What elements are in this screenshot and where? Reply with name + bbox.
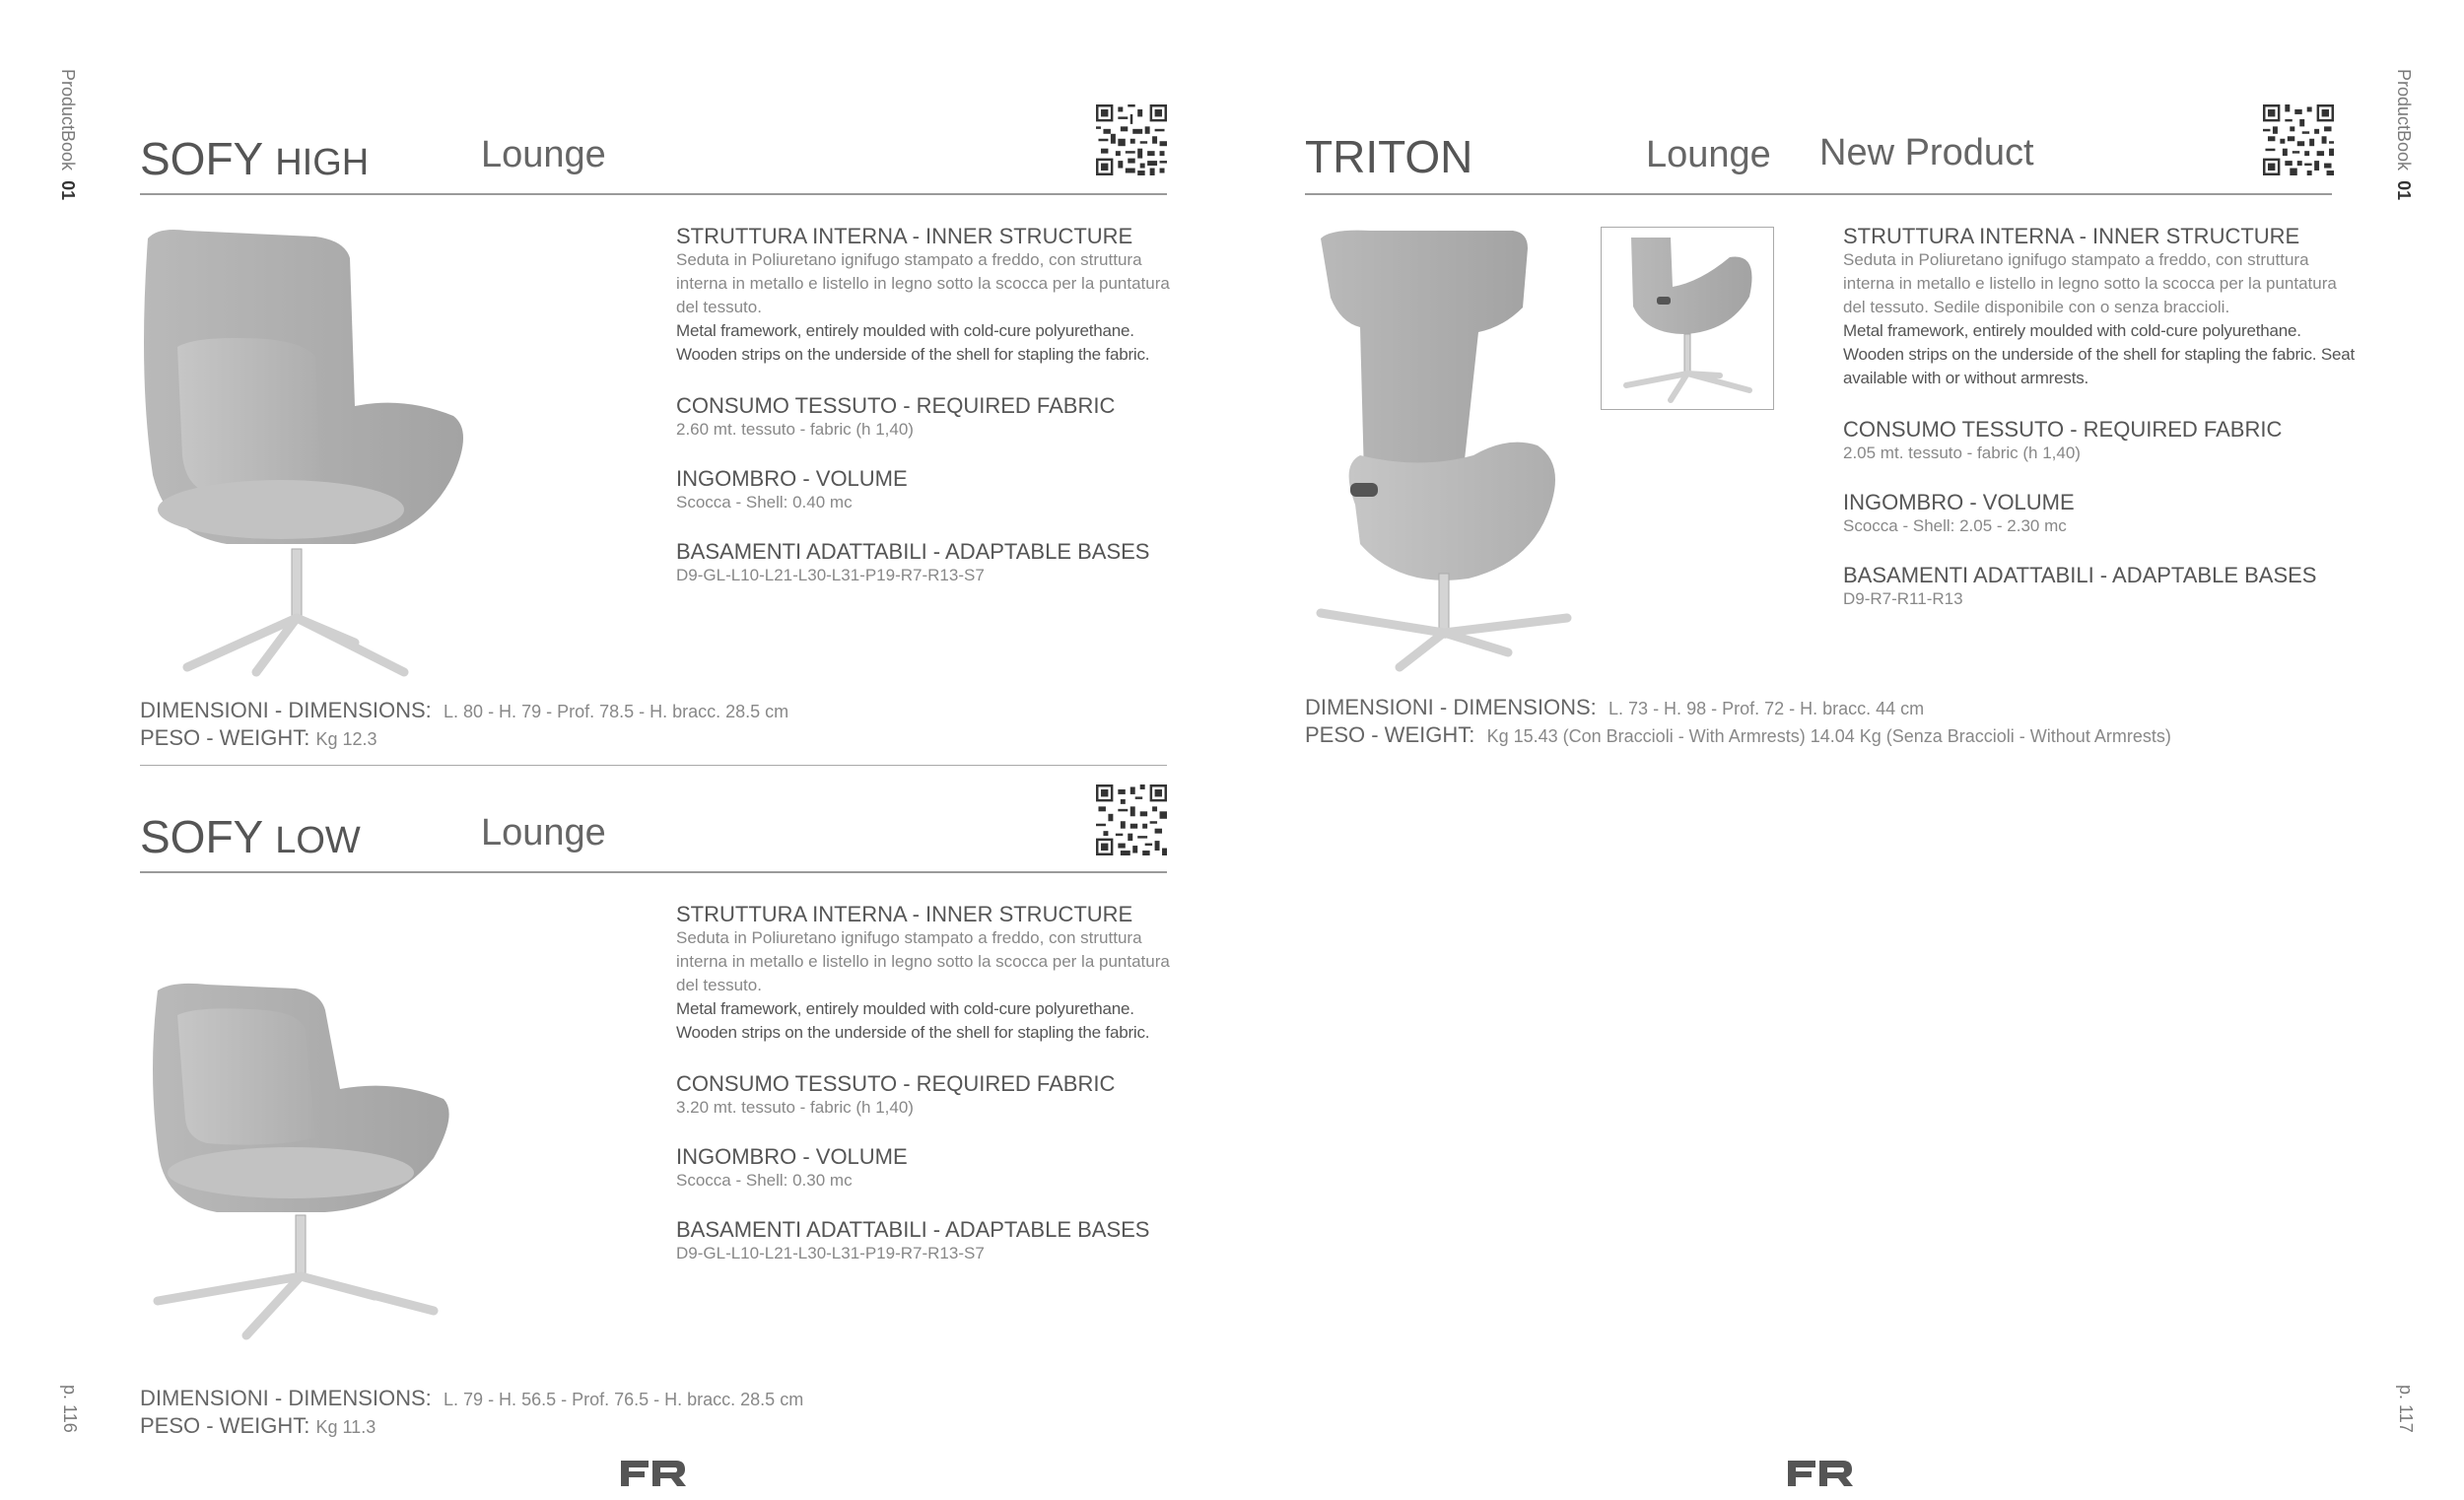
weight-sofy-high: [140, 724, 377, 753]
dimensions-label: DIMENSIONI - DIMENSIONS:: [140, 698, 432, 722]
product-title-triton: TRITON: [1305, 131, 1473, 182]
dimensions-label: DIMENSIONI - DIMENSIONS:: [1305, 695, 1597, 719]
dimensions-triton: [1305, 694, 1924, 722]
dimensions-value: L. 80 - H. 79 - Prof. 78.5 - H. bracc. 28.5 cm: [444, 702, 789, 721]
bases-heading: BASAMENTI ADATTABILI - ADAPTABLE BASES: [676, 1217, 1150, 1242]
product-category: Lounge: [481, 812, 606, 853]
weight-label: PESO - WEIGHT:: [140, 725, 310, 750]
weight-label: PESO - WEIGHT:: [1305, 722, 1475, 747]
product-category: Lounge: [1646, 134, 1771, 175]
fabric-value: 2.05 mt. tessuto - fabric (h 1,40): [1843, 443, 2081, 462]
fabric-heading: CONSUMO TESSUTO - REQUIRED FABRIC: [1843, 417, 2283, 442]
dimensions-label: DIMENSIONI - DIMENSIONS:: [140, 1386, 432, 1410]
structure-heading: STRUTTURA INTERNA - INNER STRUCTURE: [1843, 224, 2300, 248]
chair-thumbnail-image: [1602, 228, 1773, 409]
product-variant: HIGH: [275, 142, 370, 183]
new-product-badge: New Product: [1819, 132, 2034, 173]
dimensions-value: L. 79 - H. 56.5 - Prof. 76.5 - H. bracc. 28.5 cm: [444, 1390, 804, 1409]
side-label-number: 01: [2394, 180, 2414, 201]
chair-image-sofy-low: [118, 971, 532, 1365]
structure-text-it: Seduta in Poliuretano ignifugo stampato a freddo, con struttura interna in metallo e listello in legno sotto la scocca per la puntatura del tessuto.: [676, 250, 1170, 316]
bases-value: D9-R7-R11-R13: [1843, 589, 1963, 608]
title-divider: [140, 871, 1167, 873]
title-divider: [140, 193, 1167, 195]
product-category: Lounge: [481, 134, 606, 175]
structure-text-en: Metal framework, entirely moulded with cold-cure polyurethane. Wooden strips on the underside of the shell for stapling the fabric.: [676, 999, 1150, 1042]
spec-block-sofy-low: [676, 903, 1189, 1265]
dimensions-value: L. 73 - H. 98 - Prof. 72 - H. bracc. 44 cm: [1608, 699, 1925, 718]
structure-text-en: Metal framework, entirely moulded with cold-cure polyurethane. Wooden strips on the underside of the shell for stapling the fabric.: [676, 321, 1150, 364]
weight-value: Kg 12.3: [315, 729, 377, 749]
structure-heading: STRUTTURA INTERNA - INNER STRUCTURE: [676, 224, 1133, 248]
volume-value: Scocca - Shell: 2.05 - 2.30 mc: [1843, 516, 2067, 535]
fabric-value: 3.20 mt. tessuto - fabric (h 1,40): [676, 1098, 914, 1117]
volume-heading: INGOMBRO - VOLUME: [676, 1144, 908, 1169]
page-number-right: p. 117: [2396, 1385, 2416, 1433]
spec-block-triton: [1843, 225, 2356, 611]
weight-label: PESO - WEIGHT:: [140, 1413, 310, 1438]
dimensions-sofy-high: [140, 697, 788, 725]
product-title-sofy-high: [140, 133, 370, 184]
bases-value: D9-GL-L10-L21-L30-L31-P19-R7-R13-S7: [676, 1244, 985, 1262]
weight-value: Kg 11.3: [315, 1417, 376, 1437]
weight-sofy-low: [140, 1412, 376, 1441]
product-name: SOFY: [140, 811, 263, 862]
section-divider: [140, 765, 1167, 766]
side-label-number: 01: [58, 180, 78, 201]
volume-heading: INGOMBRO - VOLUME: [676, 466, 908, 491]
qr-code-icon: [2263, 104, 2334, 175]
title-divider: [1305, 193, 2332, 195]
product-name: SOFY: [140, 133, 263, 184]
chair-image-sofy-high: [108, 219, 522, 682]
brand-logo-icon: [1788, 1459, 1853, 1488]
side-label-right: [2393, 69, 2414, 200]
brand-logo-icon: [621, 1459, 686, 1488]
volume-value: Scocca - Shell: 0.40 mc: [676, 493, 853, 511]
bases-heading: BASAMENTI ADATTABILI - ADAPTABLE BASES: [676, 539, 1150, 564]
volume-value: Scocca - Shell: 0.30 mc: [676, 1171, 853, 1190]
product-title-sofy-low: [140, 811, 361, 862]
side-label-left: [57, 69, 78, 200]
page-number-left: p. 116: [60, 1385, 80, 1433]
product-variant: LOW: [275, 820, 361, 861]
fabric-value: 2.60 mt. tessuto - fabric (h 1,40): [676, 420, 914, 439]
qr-code-icon: [1096, 104, 1167, 175]
thumbnail-triton: [1601, 227, 1774, 410]
structure-text-it: Seduta in Poliuretano ignifugo stampato a freddo, con struttura interna in metallo e listello in legno sotto la scocca per la puntatura del tessuto.: [676, 928, 1170, 994]
fabric-heading: CONSUMO TESSUTO - REQUIRED FABRIC: [676, 1071, 1116, 1096]
chair-image-triton: [1301, 219, 1616, 682]
qr-code-icon: [1096, 784, 1167, 855]
structure-heading: STRUTTURA INTERNA - INNER STRUCTURE: [676, 902, 1133, 926]
weight-triton: [1305, 721, 2171, 750]
side-label-text: ProductBook: [58, 69, 78, 171]
fabric-heading: CONSUMO TESSUTO - REQUIRED FABRIC: [676, 393, 1116, 418]
side-label-text: ProductBook: [2394, 69, 2414, 171]
weight-value: Kg 15.43 (Con Braccioli - With Armrests) 14.04 Kg (Senza Braccioli - Without Armrests): [1486, 726, 2171, 746]
structure-text-it: Seduta in Poliuretano ignifugo stampato a freddo, con struttura interna in metallo e listello in legno sotto la scocca per la puntatura del tessuto. Sedile disponibile con o senza braccioli.: [1843, 250, 2337, 316]
structure-text-en: Metal framework, entirely moulded with cold-cure polyurethane. Wooden strips on the underside of the shell for stapling the fabric. Seat available with or without armrests.: [1843, 321, 2356, 387]
spec-block-sofy-high: [676, 225, 1189, 587]
volume-heading: INGOMBRO - VOLUME: [1843, 490, 2075, 514]
bases-value: D9-GL-L10-L21-L30-L31-P19-R7-R13-S7: [676, 566, 985, 584]
dimensions-sofy-low: [140, 1385, 803, 1413]
bases-heading: BASAMENTI ADATTABILI - ADAPTABLE BASES: [1843, 563, 2317, 587]
